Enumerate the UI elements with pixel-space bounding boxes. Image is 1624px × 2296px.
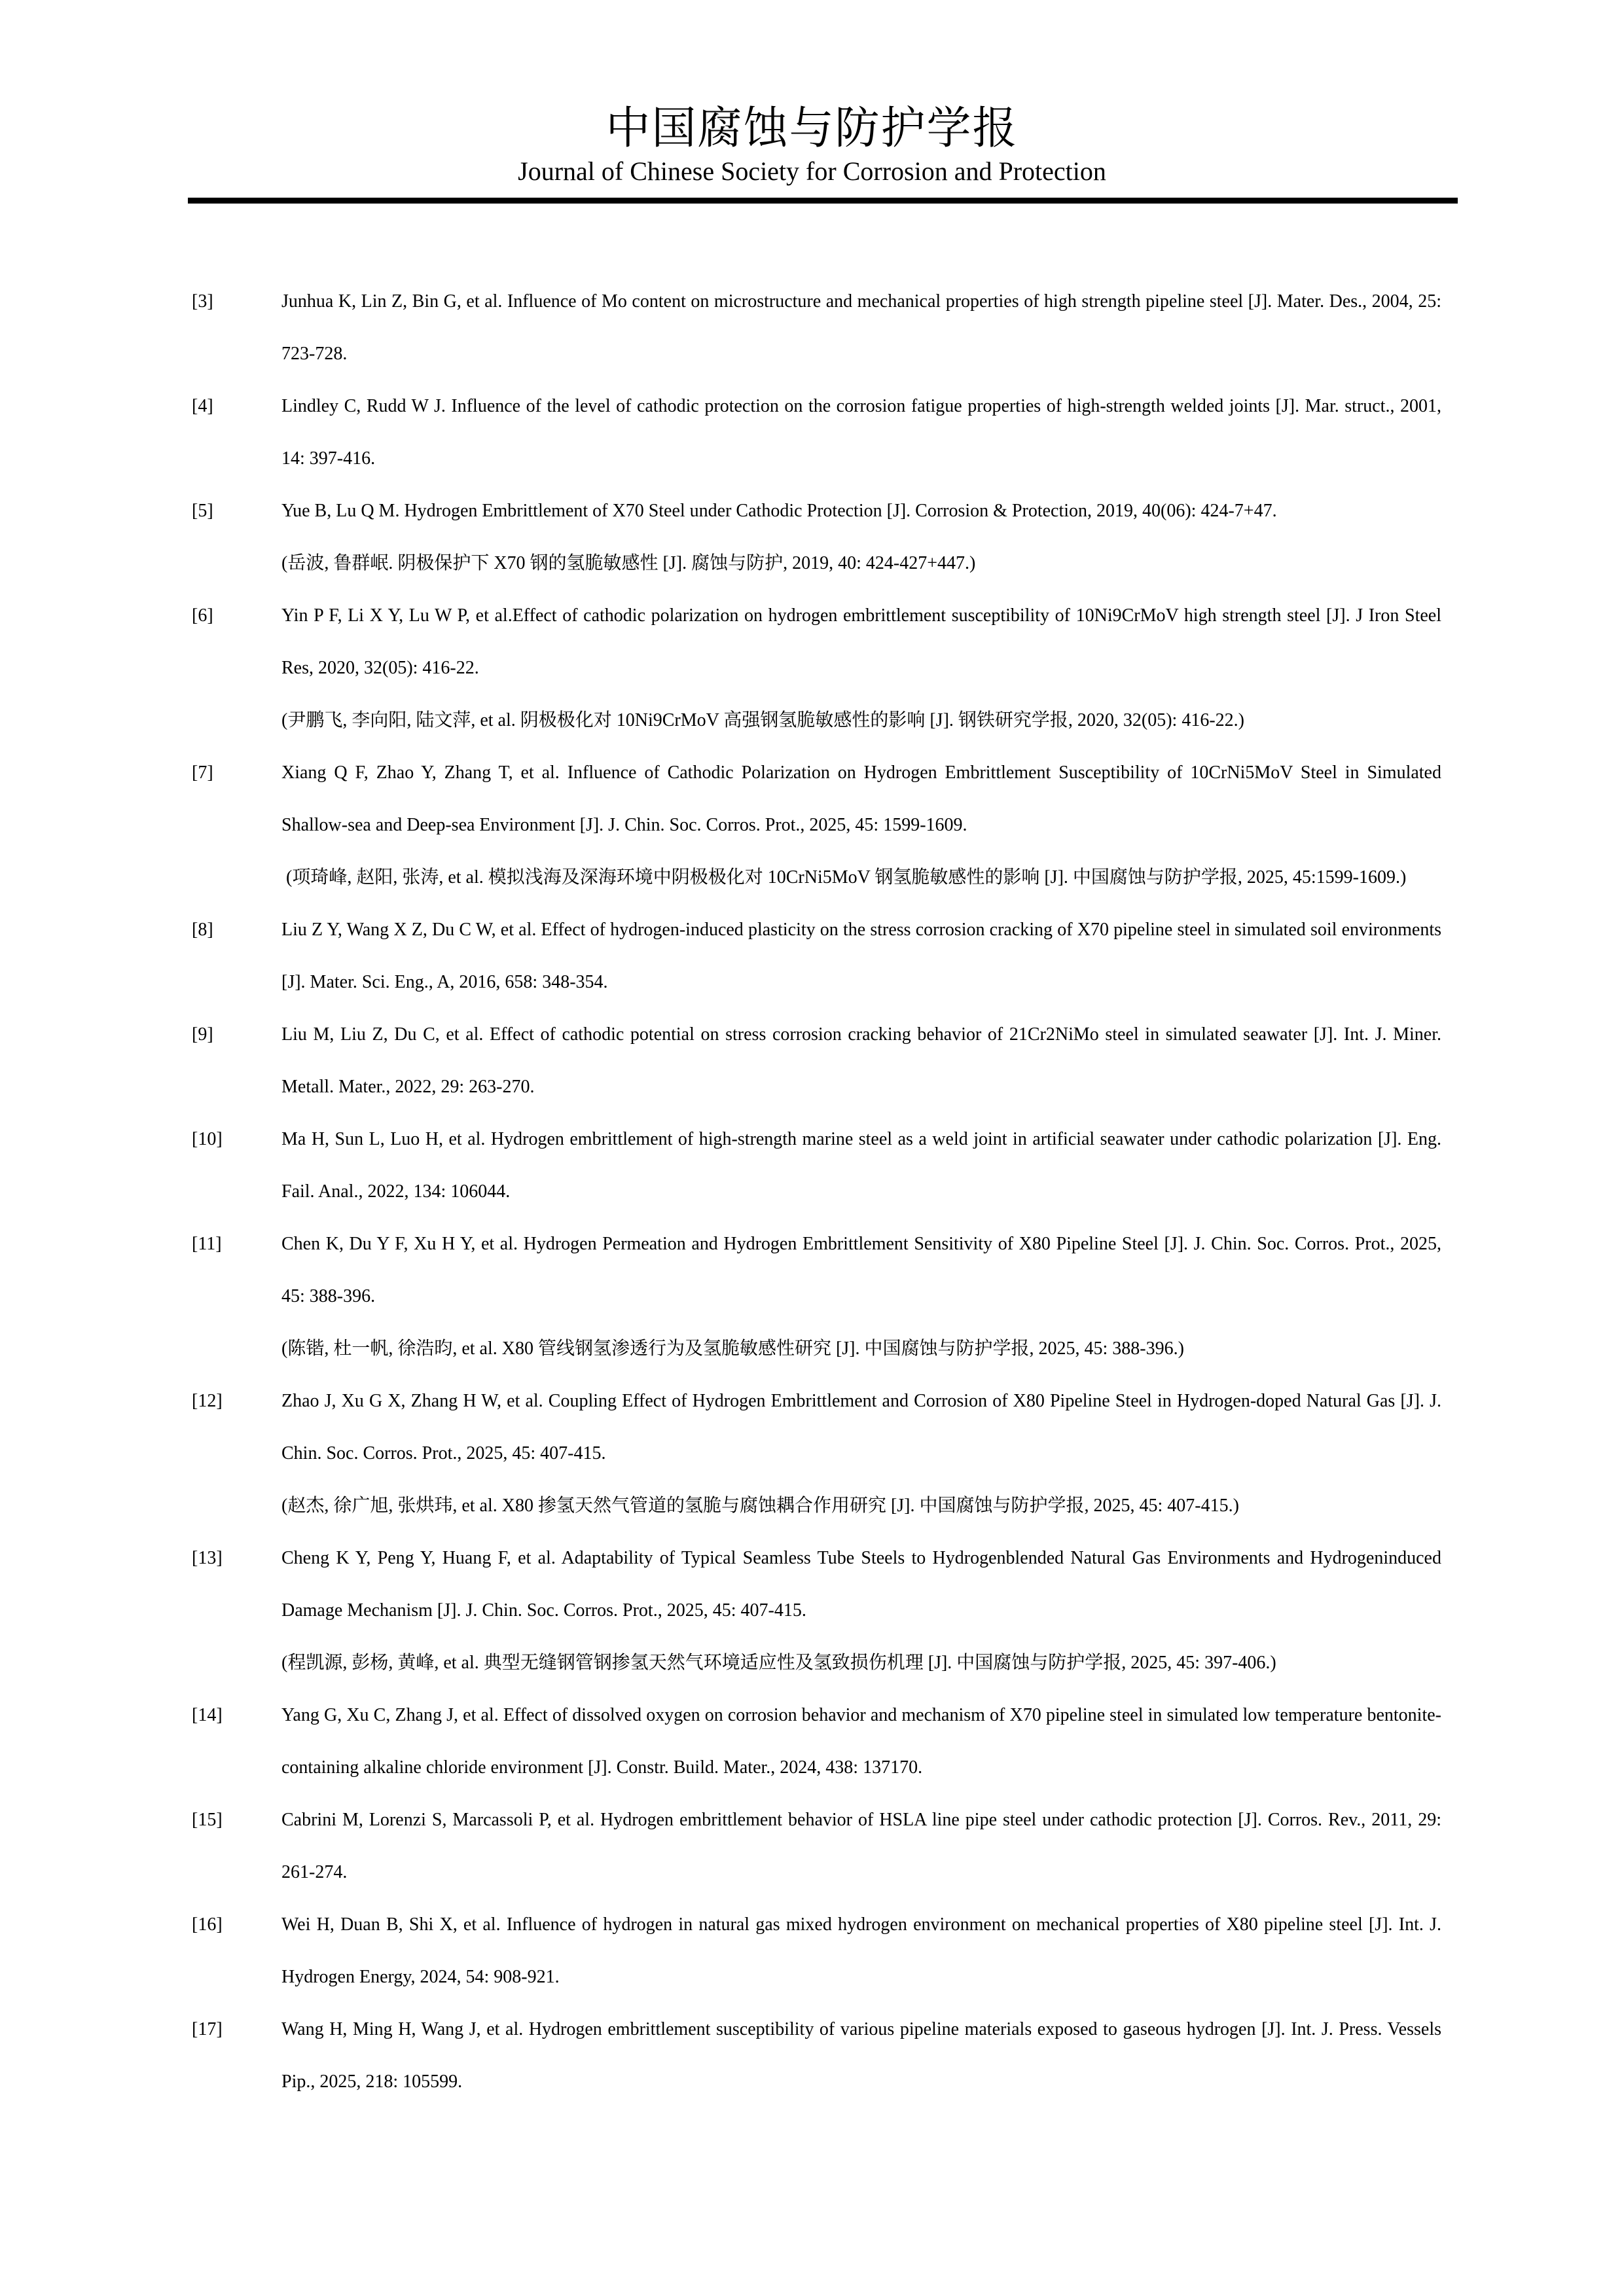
reference-item <box>188 1532 1441 1689</box>
reference-item <box>188 2003 1441 2108</box>
reference-item <box>188 1794 1441 1899</box>
reference-number: [8] <box>192 920 213 940</box>
reference-text-english: Zhao J, Xu G X, Zhang H W, et al. Coupling Effect of Hydrogen Embrittlement and Corrosion of X80 Pipeline Steel in Hydrogen-doped Natural Gas [J]. J. Chin. Soc. Corros. Prot., 2025, 45: 407-415. <box>281 1391 1441 1463</box>
reference-number: [6] <box>192 605 213 626</box>
reference-number: [17] <box>192 2019 223 2039</box>
reference-number: [12] <box>192 1391 223 1411</box>
reference-text-english: Cabrini M, Lorenzi S, Marcassoli P, et al. Hydrogen embrittlement behavior of HSLA line pipe steel under cathodic protection [J]. Corros. Rev., 2011, 29: 261-274. <box>281 1810 1441 1882</box>
reference-text-chinese: (岳波, 鲁群岷. 阴极保护下 X70 钢的氢脆敏感性 [J]. 腐蚀与防护, 2019, 40: 424-427+447.) <box>281 553 976 573</box>
reference-text-english: Junhua K, Lin Z, Bin G, et al. Influence of Mo content on microstructure and mechanical properties of high strength pipeline steel [J]. Mater. Des., 2004, 25: 723-728. <box>281 291 1441 364</box>
reference-text-chinese: (陈锴, 杜一帆, 徐浩昀, et al. X80 管线钢氢渗透行为及氢脆敏感性研究 [J]. 中国腐蚀与防护学报, 2025, 45: 388-396.) <box>281 1338 1184 1359</box>
reference-text-english: Lindley C, Rudd W J. Influence of the level of cathodic protection on the corrosion fatigue properties of high-strength welded joints [J]. Mar. struct., 2001, 14: 397-416. <box>281 396 1441 469</box>
reference-item <box>188 485 1441 590</box>
header-divider <box>188 198 1458 204</box>
reference-text-english: Chen K, Du Y F, Xu H Y, et al. Hydrogen Permeation and Hydrogen Embrittlement Sensitivity of X80 Pipeline Steel [J]. J. Chin. Soc. Corros. Prot., 2025, 45: 388-396. <box>281 1234 1441 1306</box>
reference-text-chinese: (项琦峰, 赵阳, 张涛, et al. 模拟浅海及深海环境中阴极极化对 10CrNi5MoV 钢氢脆敏感性的影响 [J]. 中国腐蚀与防护学报, 2025, 45:1599-1609.) <box>281 867 1407 888</box>
reference-text-english: Ma H, Sun L, Luo H, et al. Hydrogen embrittlement of high-strength marine steel as a weld joint in artificial seawater under cathodic polarization [J]. Eng. Fail. Anal., 2022, 134: 106044. <box>281 1129 1441 1202</box>
reference-number: [3] <box>192 291 213 312</box>
reference-number: [10] <box>192 1129 223 1149</box>
journal-title-chinese: 中国腐蚀与防护学报 <box>605 103 1019 153</box>
reference-item <box>188 1113 1441 1218</box>
reference-number: [9] <box>192 1024 213 1045</box>
reference-item <box>188 747 1441 904</box>
reference-item <box>188 904 1441 1009</box>
reference-text-chinese: (尹鹏飞, 李向阳, 陆文萍, et al. 阴极极化对 10Ni9CrMoV 高强钢氢脆敏感性的影响 [J]. 钢铁研究学报, 2020, 32(05): 416-22.) <box>281 710 1244 730</box>
journal-header <box>0 0 1624 204</box>
reference-text-english: Wei H, Duan B, Shi X, et al. Influence of hydrogen in natural gas mixed hydrogen environment on mechanical properties of X80 pipeline steel [J]. Int. J. Hydrogen Energy, 2024, 54: 908-921. <box>281 1914 1441 1987</box>
reference-number: [4] <box>192 396 213 416</box>
reference-text-chinese: (程凯源, 彭杨, 黄峰, et al. 典型无缝钢管钢掺氢天然气环境适应性及氢致损伤机理 [J]. 中国腐蚀与防护学报, 2025, 45: 397-406.) <box>281 1653 1276 1673</box>
reference-text-chinese: (赵杰, 徐广旭, 张烘玮, et al. X80 掺氢天然气管道的氢脆与腐蚀耦合作用研究 [J]. 中国腐蚀与防护学报, 2025, 45: 407-415.) <box>281 1496 1239 1516</box>
reference-number: [7] <box>192 762 213 783</box>
reference-text-english: Liu M, Liu Z, Du C, et al. Effect of cathodic potential on stress corrosion cracking behavior of 21Cr2NiMo steel in simulated seawater [J]. Int. J. Miner. Metall. Mater., 2022, 29: 263-270. <box>281 1024 1441 1097</box>
reference-text-english: Cheng K Y, Peng Y, Huang F, et al. Adaptability of Typical Seamless Tube Steels to Hydrogenblended Natural Gas Environments and Hydrogeninduced Damage Mechanism [J]. J. Chin. Soc. Corros. Prot., 2025, 45: 407-415. <box>281 1548 1441 1621</box>
reference-item <box>188 276 1441 380</box>
reference-item <box>188 1899 1441 2003</box>
reference-item <box>188 1009 1441 1113</box>
reference-number: [13] <box>192 1548 223 1568</box>
reference-text-english: Liu Z Y, Wang X Z, Du C W, et al. Effect of hydrogen-induced plasticity on the stress corrosion cracking of X70 pipeline steel in simulated soil environments [J]. Mater. Sci. Eng., A, 2016, 658: 348-354. <box>281 920 1441 992</box>
reference-number: [14] <box>192 1705 223 1725</box>
reference-list <box>188 276 1441 2108</box>
reference-item <box>188 1689 1441 1794</box>
reference-number: [11] <box>192 1234 222 1254</box>
reference-item <box>188 590 1441 747</box>
reference-text-english: Yang G, Xu C, Zhang J, et al. Effect of dissolved oxygen on corrosion behavior and mechanism of X70 pipeline steel in simulated low temperature bentonite-containing alkaline chloride environment [J]. Constr. Build. Mater., 2024, 438: 137170. <box>281 1705 1441 1778</box>
journal-title-english: Journal of Chinese Society for Corrosion and Protection <box>518 156 1106 186</box>
reference-number: [16] <box>192 1914 223 1935</box>
reference-item <box>188 1218 1441 1375</box>
reference-item <box>188 1375 1441 1532</box>
reference-item <box>188 380 1441 485</box>
reference-text-english: Yin P F, Li X Y, Lu W P, et al.Effect of cathodic polarization on hydrogen embrittlement susceptibility of 10Ni9CrMoV high strength steel [J]. J Iron Steel Res, 2020, 32(05): 416-22. <box>281 605 1441 678</box>
reference-text-english: Yue B, Lu Q M. Hydrogen Embrittlement of X70 Steel under Cathodic Protection [J]. Corrosion & Protection, 2019, 40(06): 424-7+47. <box>281 501 1277 521</box>
reference-number: [15] <box>192 1810 223 1830</box>
reference-number: [5] <box>192 501 213 521</box>
reference-text-english: Xiang Q F, Zhao Y, Zhang T, et al. Influence of Cathodic Polarization on Hydrogen Embrittlement Susceptibility of 10CrNi5MoV Steel in Simulated Shallow-sea and Deep-sea Environment [J]. J. Chin. Soc. Corros. Prot., 2025, 45: 1599-1609. <box>281 762 1441 835</box>
reference-text-english: Wang H, Ming H, Wang J, et al. Hydrogen embrittlement susceptibility of various pipeline materials exposed to gaseous hydrogen [J]. Int. J. Press. Vessels Pip., 2025, 218: 105599. <box>281 2019 1441 2092</box>
